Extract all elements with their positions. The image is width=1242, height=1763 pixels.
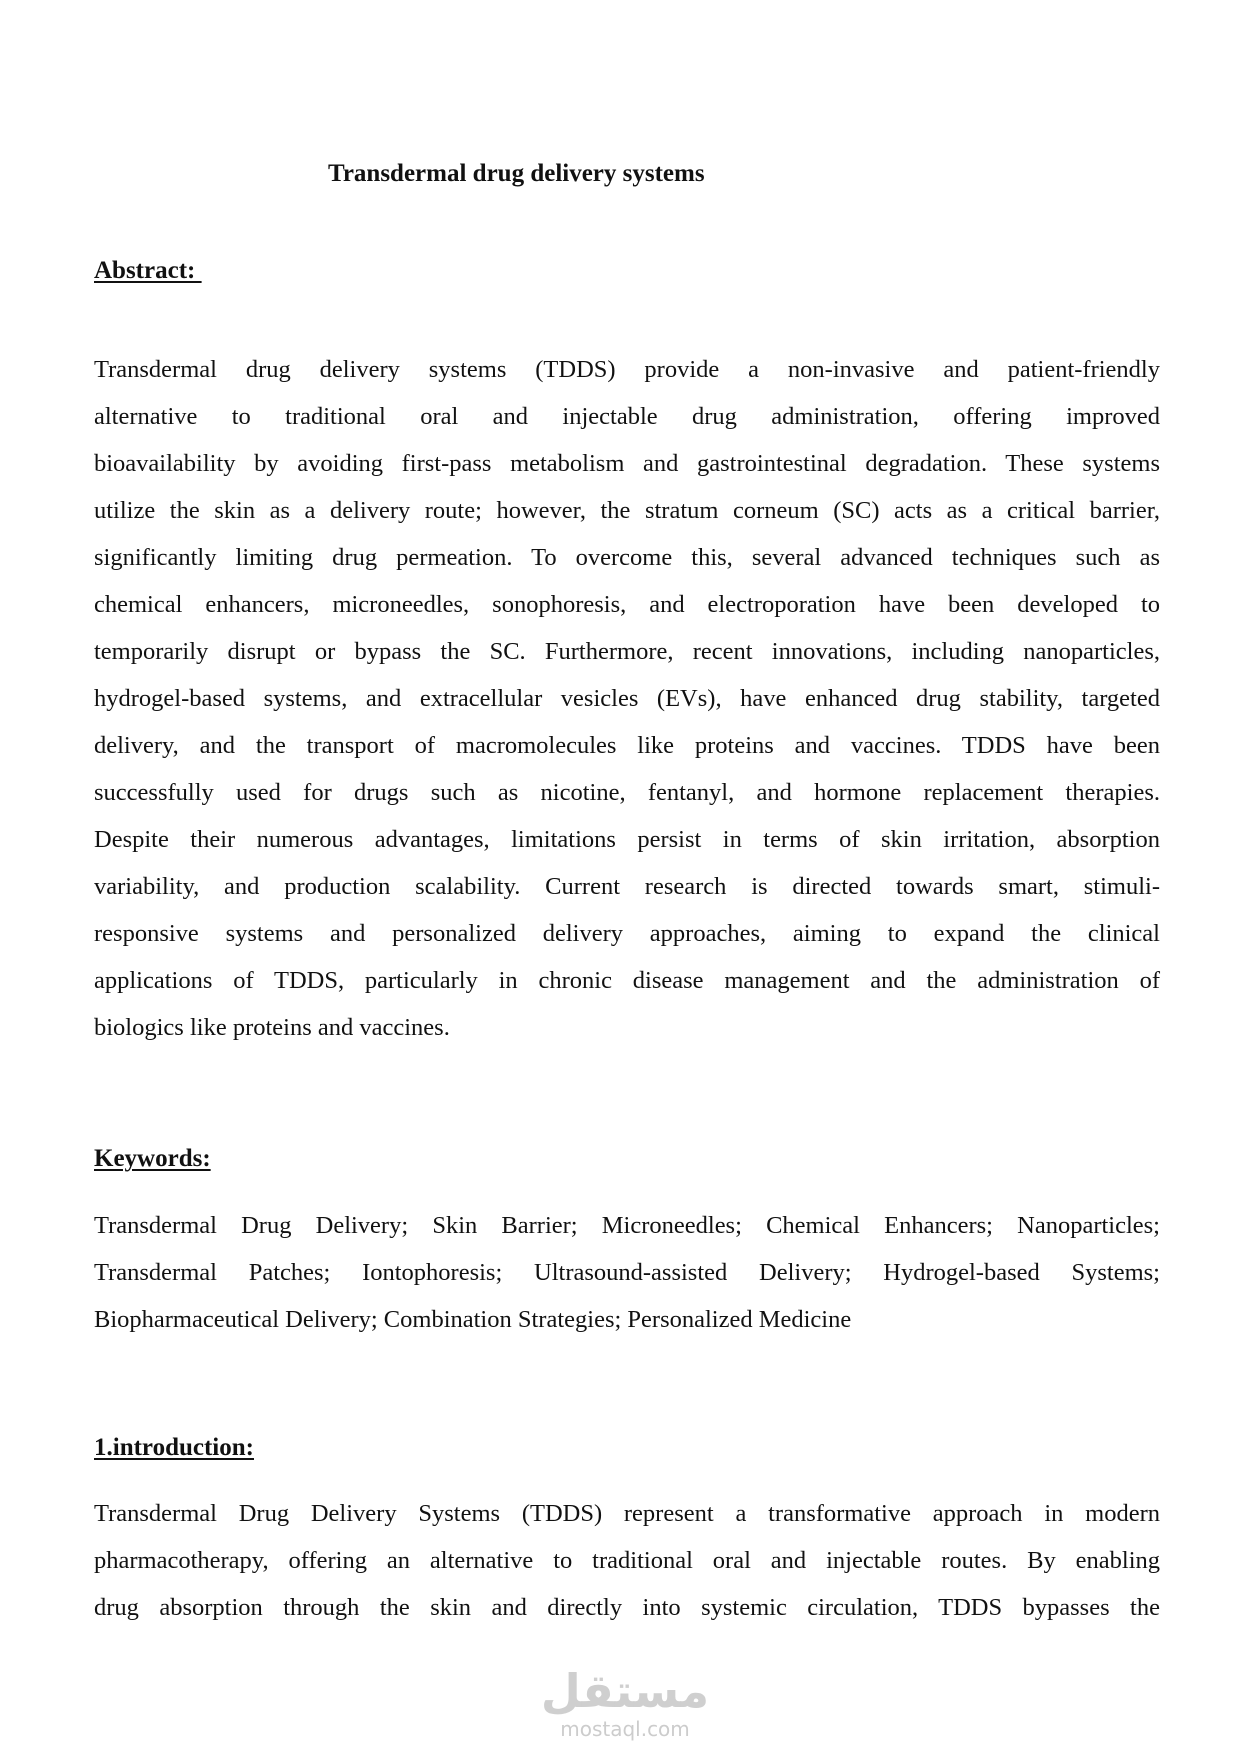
keywords-line: Transdermal Drug Delivery; Skin Barrier; Microneedles; Chemical Enhancers; Nanoparticles; xyxy=(94,1212,1160,1239)
introduction-heading: 1.introduction: xyxy=(94,1434,254,1461)
abstract-paragraph xyxy=(94,346,1160,1051)
introduction-line: drug absorption through the skin and directly into systemic circulation, TDDS bypasses the xyxy=(94,1594,1160,1621)
keywords-line: Transdermal Patches; Iontophoresis; Ultrasound-assisted Delivery; Hydrogel-based Systems; xyxy=(94,1259,1160,1286)
abstract-line: chemical enhancers, microneedles, sonophoresis, and electroporation have been developed to xyxy=(94,591,1160,618)
abstract-line: hydrogel-based systems, and extracellular vesicles (EVs), have enhanced drug stability, targeted xyxy=(94,685,1160,712)
keywords-line: Biopharmaceutical Delivery; Combination Strategies; Personalized Medicine xyxy=(94,1306,852,1333)
abstract-line: biologics like proteins and vaccines. xyxy=(94,1014,450,1041)
mostaql-logo: مستقل xyxy=(540,1664,710,1718)
abstract-line: variability, and production scalability. Current research is directed towards smart, stimuli- xyxy=(94,873,1160,900)
abstract-line: temporarily disrupt or bypass the SC. Furthermore, recent innovations, including nanoparticles, xyxy=(94,638,1160,665)
abstract-line: responsive systems and personalized delivery approaches, aiming to expand the clinical xyxy=(94,920,1160,947)
abstract-line: Despite their numerous advantages, limitations persist in terms of skin irritation, absorption xyxy=(94,826,1160,853)
abstract-line: significantly limiting drug permeation. To overcome this, several advanced techniques such as xyxy=(94,544,1160,571)
keywords-paragraph xyxy=(94,1202,1160,1343)
abstract-line: bioavailability by avoiding first-pass metabolism and gastrointestinal degradation. These systems xyxy=(94,450,1160,477)
introduction-line: Transdermal Drug Delivery Systems (TDDS) represent a transformative approach in modern xyxy=(94,1500,1160,1527)
abstract-line: alternative to traditional oral and injectable drug administration, offering improved xyxy=(94,403,1160,430)
abstract-line: utilize the skin as a delivery route; however, the stratum corneum (SC) acts as a critical barrier, xyxy=(94,497,1160,524)
abstract-line: Transdermal drug delivery systems (TDDS) provide a non-invasive and patient-friendly xyxy=(94,356,1160,383)
introduction-line: pharmacotherapy, offering an alternative to traditional oral and injectable routes. By enabling xyxy=(94,1547,1160,1574)
abstract-line: delivery, and the transport of macromolecules like proteins and vaccines. TDDS have been xyxy=(94,732,1160,759)
mostaql-watermark xyxy=(540,1665,710,1741)
keywords-heading: Keywords: xyxy=(94,1145,211,1172)
document-title: Transdermal drug delivery systems xyxy=(328,160,705,187)
abstract-line: applications of TDDS, particularly in chronic disease management and the administration of xyxy=(94,967,1160,994)
abstract-heading: Abstract: xyxy=(94,257,202,284)
introduction-paragraph xyxy=(94,1490,1160,1631)
abstract-line: successfully used for drugs such as nicotine, fentanyl, and hormone replacement therapies. xyxy=(94,779,1160,806)
mostaql-site-text: mostaql.com xyxy=(560,1717,690,1741)
